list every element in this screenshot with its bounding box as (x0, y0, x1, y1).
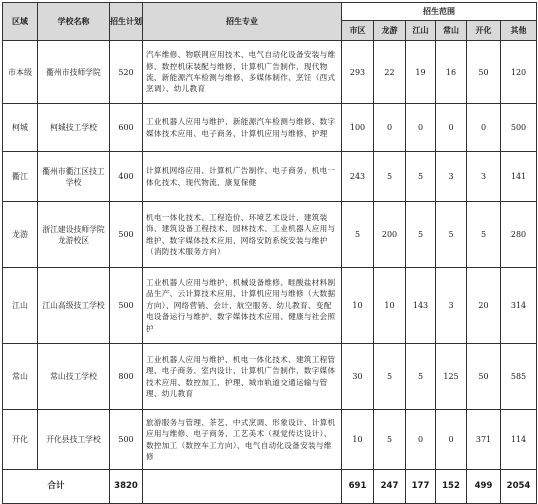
row-val-longyou: 5 (374, 152, 406, 202)
header-plan: 招生计划 (110, 3, 143, 41)
total-majors-empty (143, 470, 342, 504)
total-plan: 3820 (110, 470, 143, 504)
row-val-kaihua: 5 (467, 202, 501, 268)
header-col-longyou: 龙游 (374, 21, 406, 41)
header-col-kaihua: 开化 (467, 21, 501, 41)
row-val-changshan: 0 (436, 104, 467, 152)
total-label: 合计 (3, 470, 110, 504)
row-val-longyou: 22 (374, 41, 406, 104)
row-val-shiqu: 293 (342, 41, 374, 104)
row-area: 市本级 (3, 41, 38, 104)
row-school: 江山高级技工学校 (38, 268, 110, 344)
row-val-shiqu: 243 (342, 152, 374, 202)
row-area: 衢江 (3, 152, 38, 202)
row-plan: 500 (110, 268, 143, 344)
row-area: 龙游 (3, 202, 38, 268)
total-row (3, 470, 537, 504)
row-val-jiangshan: 5 (406, 344, 436, 410)
row-area: 柯城 (3, 104, 38, 152)
total-val-kaihua: 499 (467, 470, 501, 504)
row-val-jiangshan: 0 (406, 410, 436, 470)
table-row (3, 410, 537, 470)
total-val-longyou: 247 (374, 470, 406, 504)
row-majors: 计算机网络应用、计算机广告制作、电子商务、机电一体化技术、现代物流、康复保健 (143, 152, 342, 202)
row-school: 衢州市衢江区技工学校 (38, 152, 110, 202)
row-school: 柯城技工学校 (38, 104, 110, 152)
row-val-kaihua: 0 (467, 104, 501, 152)
table-row (3, 104, 537, 152)
row-val-longyou: 200 (374, 202, 406, 268)
row-majors: 汽车维修、物联网应用技术、电气自动化设备安装与维修、数控机床装配与维修、计算机广告制作、现代物流、新能源汽车检测与维修、多媒体制作、烹饪（西式烹调）、幼儿教育 (143, 41, 342, 104)
row-val-changshan: 3 (436, 268, 467, 344)
row-school: 开化县技工学校 (38, 410, 110, 470)
row-val-kaihua: 50 (467, 344, 501, 410)
header-range: 招生范围 (342, 3, 537, 21)
row-val-longyou: 5 (374, 410, 406, 470)
row-val-changshan: 125 (436, 344, 467, 410)
row-school: 衢州市技师学院 (38, 41, 110, 104)
row-area: 江山 (3, 268, 38, 344)
row-val-kaihua: 371 (467, 410, 501, 470)
row-val-shiqu: 30 (342, 344, 374, 410)
table-row (3, 268, 537, 344)
header-col-jiangshan: 江山 (406, 21, 436, 41)
row-majors: 旅游服务与管理、茶艺、中式烹调、形象设计、计算机应用与维修、电子商务、工艺美术（视觉传达设计）、数控加工（数控车工方向）、电气自动化设备安装与维修 (143, 410, 342, 470)
table-row (3, 344, 537, 410)
row-school: 常山技工学校 (38, 344, 110, 410)
row-val-jiangshan: 19 (406, 41, 436, 104)
table-row (3, 41, 537, 104)
row-val-other: 280 (501, 202, 537, 268)
row-val-kaihua: 50 (467, 41, 501, 104)
header-major: 招生专业 (143, 3, 342, 41)
row-plan: 400 (110, 152, 143, 202)
table-row (3, 152, 537, 202)
row-val-shiqu: 10 (342, 410, 374, 470)
row-majors: 工业机器人应用与维护、机电一体化技术、建筑工程管理、电子商务、室内设计、计算机广告制作、数字媒体技术应用、数控加工、护理、城市轨道交通运输与管理、幼儿教育 (143, 344, 342, 410)
row-area: 常山 (3, 344, 38, 410)
row-plan: 500 (110, 410, 143, 470)
row-val-other: 120 (501, 41, 537, 104)
row-val-shiqu: 100 (342, 104, 374, 152)
row-val-jiangshan: 5 (406, 152, 436, 202)
total-val-changshan: 152 (436, 470, 467, 504)
row-val-kaihua: 20 (467, 268, 501, 344)
row-val-other: 585 (501, 344, 537, 410)
header-col-other: 其他 (501, 21, 537, 41)
row-val-longyou: 10 (374, 268, 406, 344)
row-plan: 800 (110, 344, 143, 410)
total-val-shiqu: 691 (342, 470, 374, 504)
row-majors: 机电一体化技术、工程造价、环境艺术设计、建筑装饰、建筑设备工程技术、园林技术、工业机器人应用与维护、数字媒体技术应用、网络安防系统安装与维护（消防技术服务方向） (143, 202, 342, 268)
row-val-shiqu: 10 (342, 268, 374, 344)
row-val-other: 314 (501, 268, 537, 344)
row-val-jiangshan: 5 (406, 202, 436, 268)
row-val-longyou: 0 (374, 104, 406, 152)
row-majors: 工业机器人应用与维护、新能源汽车检测与维修、数字媒体技术应用、电子商务、计算机应用与维修、护理 (143, 104, 342, 152)
row-val-other: 114 (501, 410, 537, 470)
row-plan: 500 (110, 202, 143, 268)
total-val-other: 2054 (501, 470, 537, 504)
row-val-kaihua: 3 (467, 152, 501, 202)
row-val-other: 141 (501, 152, 537, 202)
header-col-changshan: 常山 (436, 21, 467, 41)
row-school: 浙江建设技师学院龙游校区 (38, 202, 110, 268)
row-val-shiqu: 5 (342, 202, 374, 268)
row-majors: 工业机器人应用与维护、机械设备维修、畦酸盐材料制品生产、云计算技术应用、计算机应用与维修（大数据方向）、网络营销、会计、航空服务、幼儿教育、变配电设备运行与维护、数字媒体技术应用、健康与社会照护 (143, 268, 342, 344)
row-plan: 520 (110, 41, 143, 104)
row-val-changshan: 5 (436, 202, 467, 268)
table-row (3, 202, 537, 268)
row-val-jiangshan: 0 (406, 104, 436, 152)
row-val-changshan: 16 (436, 41, 467, 104)
total-val-jiangshan: 177 (406, 470, 436, 504)
row-val-other: 500 (501, 104, 537, 152)
row-val-changshan: 3 (436, 152, 467, 202)
row-area: 开化 (3, 410, 38, 470)
row-plan: 600 (110, 104, 143, 152)
header-row-1 (3, 3, 537, 21)
row-val-longyou: 5 (374, 344, 406, 410)
header-school: 学校名称 (38, 3, 110, 41)
row-val-jiangshan: 143 (406, 268, 436, 344)
row-val-changshan: 0 (436, 410, 467, 470)
enrollment-table (2, 2, 537, 504)
header-area: 区域 (3, 3, 38, 41)
header-col-shiqu: 市区 (342, 21, 374, 41)
